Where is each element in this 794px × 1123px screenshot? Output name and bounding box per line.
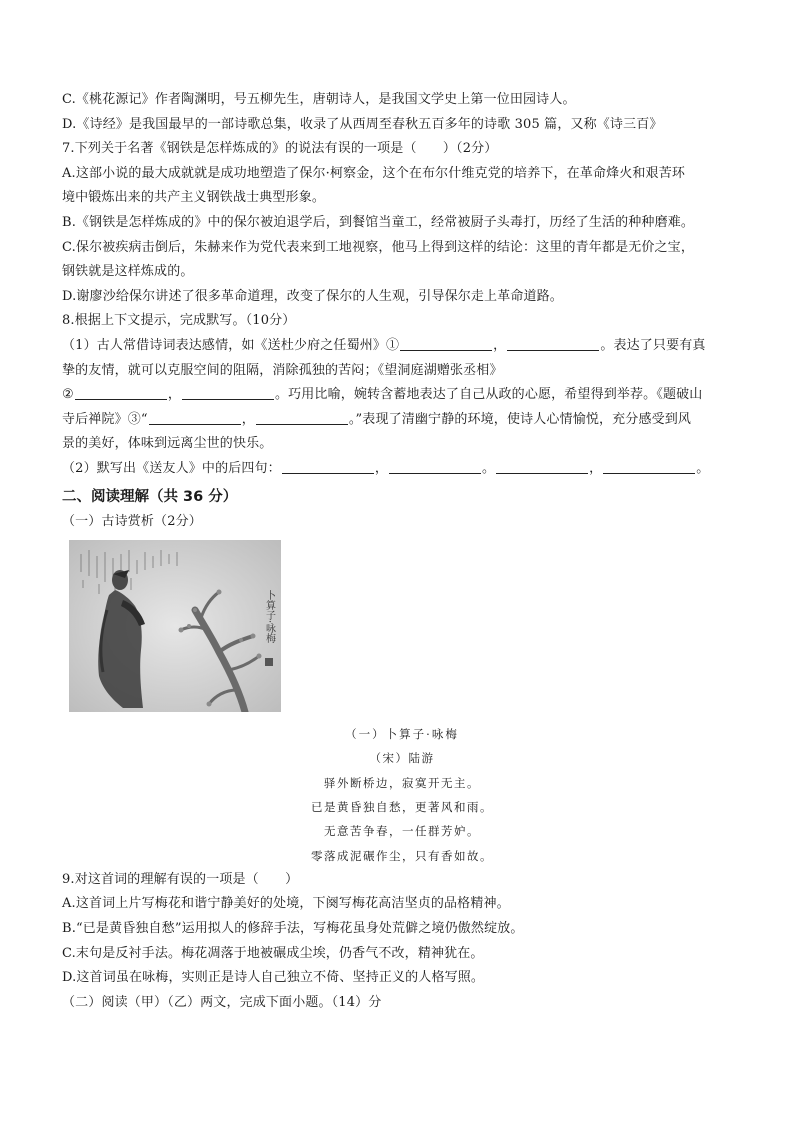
seal-stamp <box>265 658 273 666</box>
answer-blank[interactable] <box>496 459 588 474</box>
exam-page <box>62 88 742 1015</box>
q8-part1-line3 <box>62 383 742 408</box>
answer-blank[interactable] <box>256 410 348 425</box>
q7-option-a-line1: A.这部小说的最大成就就是成功地塑造了保尔·柯察金，这个在布尔什维克党的培养下，在革命烽火和艰苦环 <box>62 165 686 181</box>
q8-text: ， <box>374 460 388 476</box>
q9-option-a: A.这首词上片写梅花和谐宁静美好的处境，下阕写梅花高洁坚贞的品格精神。 <box>62 896 510 912</box>
q8-stem: 8.根据上下文提示，完成默写。（10分） <box>62 313 296 329</box>
q9-option-d: D.这首词虽在咏梅，实则正是诗人自己独立不倚、坚持正义的人格写照。 <box>62 970 485 986</box>
answer-blank[interactable] <box>389 459 481 474</box>
q6-option-c: C.《桃花源记》作者陶渊明，号五柳先生，唐朝诗人，是我国文学史上第一位田园诗人。 <box>62 92 576 107</box>
q8-text: ， <box>241 411 255 427</box>
q7-option-c-line2: 钢铁就是这样炼成的。 <box>62 264 194 280</box>
answer-blank[interactable] <box>282 459 374 474</box>
painting-inscription: 卜算子·咏梅 <box>263 590 275 644</box>
q8-text: 。巧用比喻，婉转含蓄地表达了自己从政的心愿，希望得到举荐。《题破山 <box>274 387 703 403</box>
q8-text: 。表达了只要有真 <box>600 337 706 353</box>
q9-stem: 9.对这首词的理解有误的一项是（ ） <box>62 871 299 887</box>
q7-option-b: B.《钢铁是怎样炼成的》中的保尔被迫退学后，到餐馆当童工，经常被厨子头毒打，历经了生活的种种磨难。 <box>62 214 695 230</box>
q8-text: （1）古人常借诗词表达感情，如《送杜少府之任蜀州》① <box>62 337 400 353</box>
q8-text: 。”表现了清幽宁静的环境，使诗人心情愉悦，充分感受到风 <box>348 411 692 427</box>
poem-line: 已是黄昏独自愁，更著风和雨。 <box>311 799 493 814</box>
answer-blank[interactable] <box>149 410 241 425</box>
q8-part2 <box>62 457 742 482</box>
q8-text: （2）默写出《送友人》中的后四句： <box>62 460 281 476</box>
q8-text: 寺后禅院》③“ <box>62 411 148 427</box>
q8-part1-line1 <box>62 334 742 359</box>
ink-painting-image <box>69 540 281 712</box>
q8-text: ， <box>167 387 181 403</box>
poem-line: 零落成泥碾作尘，只有香如故。 <box>311 848 493 863</box>
subsection-title: （二）阅读（甲）（乙）两文，完成下面小题。（14）分 <box>62 994 382 1010</box>
q8-part1-line2: 挚的友情，就可以克服空间的阻隔，消除孤独的苦闷；《望洞庭湖赠张丞相》 <box>62 362 503 378</box>
q8-text: 。 <box>696 460 710 476</box>
poem-line: 驿外断桥边，寂寞开无主。 <box>324 775 480 790</box>
q7-option-d: D.谢廖沙给保尔讲述了很多革命道理，改变了保尔的人生观，引导保尔走上革命道路。 <box>62 288 563 304</box>
q7-option-c-line1: C.保尔被疾病击倒后，朱赫来作为党代表来到工地视察，他马上得到这样的结论：这里的青年都是无价之宝， <box>62 239 694 255</box>
ink-painting-figure <box>69 540 281 712</box>
poem-author: （宋）陆游 <box>369 751 435 766</box>
q6-option-d: D.《诗经》是我国最早的一部诗歌总集，收录了从西周至春秋五百多年的诗歌 305 篇，又称《诗三百》 <box>62 116 663 132</box>
q8-text: ， <box>589 460 603 476</box>
q7-stem: 7.下列关于名著《钢铁是怎样炼成的》的说法有误的一项是（ ）（2分） <box>62 141 498 157</box>
q9-option-c: C.末句是反衬手法。梅花凋落于地被碾成尘埃，仍香气不改，精神犹在。 <box>62 945 484 961</box>
q8-part1-line5: 景的美好，体味到远离尘世的快乐。 <box>62 436 273 452</box>
poem-title: （一）卜算子·咏梅 <box>345 727 459 742</box>
q8-text: ， <box>493 337 507 353</box>
answer-blank[interactable] <box>400 336 492 351</box>
section-title: 二、阅读理解（共 36 分） <box>62 488 238 505</box>
poem-block <box>62 722 742 868</box>
answer-blank[interactable] <box>182 385 274 400</box>
q7-option-a-line2: 境中锻炼出来的共产主义钢铁战士典型形象。 <box>62 190 326 206</box>
poem-line: 无意苦争春，一任群芳妒。 <box>324 824 480 839</box>
subsection-title: （一）古诗赏析（2分） <box>62 513 202 529</box>
q8-text: ② <box>62 387 74 403</box>
q8-part1-line4 <box>62 408 742 433</box>
answer-blank[interactable] <box>507 336 599 351</box>
answer-blank[interactable] <box>603 459 695 474</box>
answer-blank[interactable] <box>75 385 167 400</box>
q8-text: 。 <box>481 460 496 476</box>
q9-option-b: B.“已是黄昏独自愁”运用拟人的修辞手法，写梅花虽身处荒僻之境仍傲然绽放。 <box>62 921 524 937</box>
